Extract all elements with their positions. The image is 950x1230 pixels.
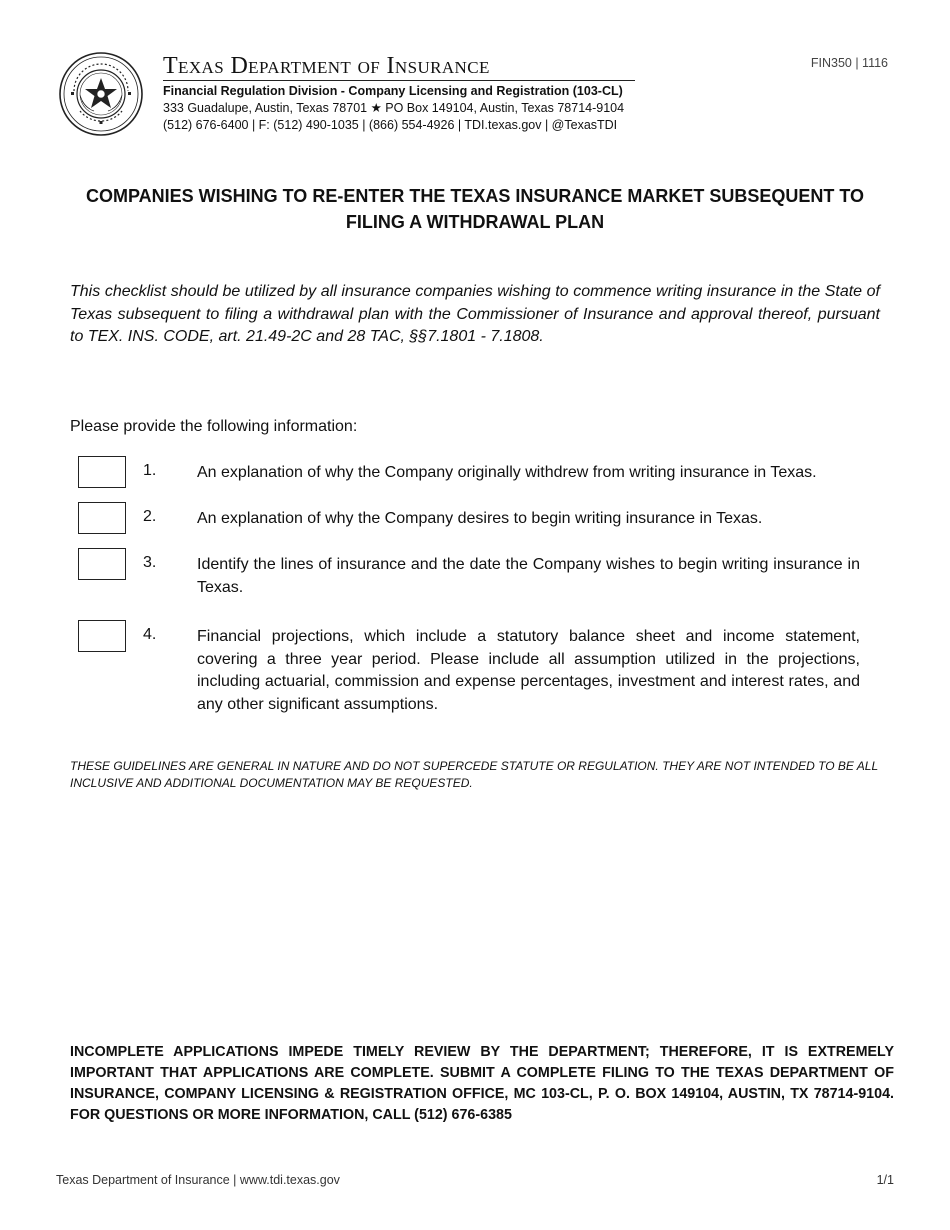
footer-agency: Texas Department of Insurance | www.tdi.texas.gov: [56, 1173, 340, 1187]
contact-line: (512) 676-6400 | F: (512) 490-1035 | (866) 554-4926 | TDI.texas.gov | @TexasTDI: [163, 118, 618, 132]
submission-note: INCOMPLETE APPLICATIONS IMPEDE TIMELY REVIEW BY THE DEPARTMENT; THEREFORE, IT IS EXTREMELY IMPORTANT THAT APPLICATIONS ARE COMPLETE. SUBMIT A COMPLETE FILING TO THE TEXAS DEPARTMENT OF INSURANCE, COMPANY LICENSING & REGISTRATION OFFICE, MC 103-CL, P. O. BOX 149104, AUSTIN, TX 78714-9104. FOR QUESTIONS OR MORE INFORMATION, CALL (512) 676-6385: [70, 1044, 894, 1123]
item-text: Financial projections, which include a statutory balance sheet and income statement, covering a three year period. Please include all assumption utilized in the projections, including actuarial, commission and expense percentages, investment and interest rates, and any other significant assumptions.: [197, 628, 860, 713]
checkbox[interactable]: [78, 548, 126, 580]
item-text: Identify the lines of insurance and the date the Company wishes to begin writing insurance in Texas.: [197, 556, 860, 596]
page-number: 1/1: [876, 1173, 894, 1187]
checklist-item: [78, 502, 860, 536]
item-number: 4.: [143, 626, 157, 644]
instruction-prompt: Please provide the following information:: [70, 418, 358, 435]
address-line: 333 Guadalupe, Austin, Texas 78701 ★ PO Box 149104, Austin, Texas 78714-9104: [163, 101, 625, 115]
checklist-item: [78, 620, 860, 716]
item-text: An explanation of why the Company originally withdrew from writing insurance in Texas.: [197, 464, 817, 481]
checkbox[interactable]: [78, 456, 126, 488]
item-number: 1.: [143, 462, 157, 479]
item-text: An explanation of why the Company desires to begin writing insurance in Texas.: [197, 510, 763, 527]
intro-paragraph: This checklist should be utilized by all insurance companies wishing to commence writing insurance in the State of Texas subsequent to filing a withdrawal plan with the Commissioner of Insurance and approval thereof, pursuant to TEX. INS. CODE, art. 21.49-2C and 28 TAC, §§7.1801 - 7.1808.: [70, 283, 880, 345]
division-line: Financial Regulation Division - Company Licensing and Registration (103-CL): [163, 84, 623, 98]
letterhead: [163, 52, 635, 134]
checkbox[interactable]: [78, 502, 126, 534]
form-number: FIN350 | 1116: [810, 56, 888, 70]
checkbox[interactable]: [78, 620, 126, 652]
checklist-item: [78, 456, 860, 490]
agency-name: Texas Department of Insurance: [163, 52, 635, 81]
checklist: [78, 456, 860, 717]
disclaimer: THESE GUIDELINES ARE GENERAL IN NATURE AND DO NOT SUPERCEDE STATUTE OR REGULATION. THEY ARE NOT INTENDED TO BE ALL INCLUSIVE AND ADDITIONAL DOCUMENTATION MAY BE REQUESTED.: [70, 759, 878, 790]
checklist-item: [78, 548, 860, 599]
item-number: 3.: [143, 554, 157, 571]
item-number: 2.: [143, 508, 157, 525]
page-title: COMPANIES WISHING TO RE-ENTER THE TEXAS INSURANCE MARKET SUBSEQUENT TO FILING A WITHDRAWAL PLAN: [85, 186, 865, 232]
texas-insurance-seal-icon: [58, 51, 144, 137]
